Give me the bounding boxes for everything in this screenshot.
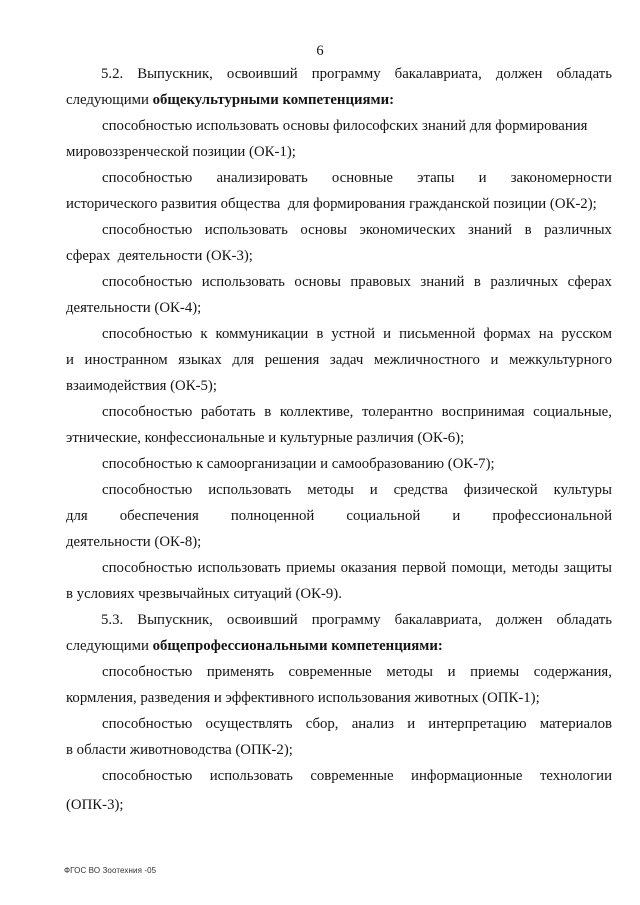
word: знаний <box>420 274 465 290</box>
word: способностью <box>102 404 193 420</box>
word: современные <box>310 768 394 784</box>
word: работать <box>200 404 256 420</box>
word: для <box>66 508 88 524</box>
word: программу <box>311 66 381 82</box>
general-cultural-competencies-term: общекультурными компетенциями: <box>152 92 395 108</box>
word: культуры <box>553 482 612 498</box>
opk1-line-1 <box>102 663 612 681</box>
page-number: 6 <box>316 43 324 59</box>
ok1-line-1: способностью использовать основы философских знаний для формирования <box>102 118 588 134</box>
word: профессиональной <box>492 508 612 524</box>
ok9-line-2: в условиях чрезвычайных ситуаций (ОК-9). <box>66 586 342 602</box>
word: межличностного <box>373 352 480 368</box>
word: методы <box>307 482 354 498</box>
word: решения <box>264 352 320 368</box>
word: материалов <box>539 716 612 732</box>
word: в <box>473 274 481 290</box>
word: использовать <box>209 768 293 784</box>
word: способностью <box>102 170 193 186</box>
ok2-line-2: исторического развития общества для формирования гражданской позиции (ОК-2); <box>66 196 597 212</box>
word: задач <box>329 352 364 368</box>
ok6-line-1 <box>102 403 612 421</box>
word: иностранном <box>84 352 168 368</box>
word: русском <box>561 326 612 342</box>
word: способностью <box>102 560 193 576</box>
ok5-line-3: взаимодействия (ОК-5); <box>66 378 217 394</box>
word: 5.2. <box>101 66 124 82</box>
word: методы <box>511 560 559 576</box>
opk2-line-1 <box>102 715 612 733</box>
word: и <box>407 716 416 732</box>
word: освоивший <box>226 66 298 82</box>
ok4-line-1 <box>102 273 612 291</box>
ok6-line-2: этнические, конфессиональные и культурные различия (ОК-6); <box>66 430 465 446</box>
word: анализ <box>351 716 395 732</box>
general-professional-competencies-term: общепрофессиональными компетенциями: <box>152 638 443 654</box>
ok9-line-1 <box>102 559 612 577</box>
word: правовых <box>350 274 411 290</box>
word: к <box>200 326 208 342</box>
section-5-2-lead <box>66 91 394 109</box>
word: толерантно <box>361 404 434 420</box>
word: бакалавриата, <box>394 612 482 628</box>
word: современные <box>288 664 372 680</box>
opk1-line-2: кормления, разведения и эффективного использования животных (ОПК-1); <box>66 690 540 706</box>
word: способностью <box>102 664 193 680</box>
word: программу <box>311 612 381 628</box>
word: и <box>452 508 461 524</box>
word: обладать <box>556 612 612 628</box>
word: коллективе, <box>279 404 354 420</box>
word: экономических <box>359 222 456 238</box>
word: социальные, <box>533 404 612 420</box>
ok5-line-2 <box>66 351 612 369</box>
word: основы <box>300 222 347 238</box>
word: использовать <box>208 482 292 498</box>
ok2-line-1 <box>102 169 612 187</box>
word: использовать <box>201 274 285 290</box>
word: осуществлять <box>205 716 293 732</box>
word: устной <box>331 326 376 342</box>
word: содержания, <box>533 664 612 680</box>
word: различных <box>490 274 559 290</box>
ok8-line-1 <box>102 481 612 499</box>
word: технологии <box>539 768 612 784</box>
word: для <box>232 352 255 368</box>
word: помощи, <box>451 560 507 576</box>
word: письменной <box>399 326 476 342</box>
word: интерпретацию <box>428 716 527 732</box>
document-footer: ФГОС ВО Зоотехния -05 <box>64 866 157 875</box>
word: закономерности <box>510 170 612 186</box>
word: способностью <box>102 716 193 732</box>
word: языках <box>178 352 222 368</box>
word: использовать <box>204 222 288 238</box>
word: и <box>447 664 456 680</box>
word: должен <box>495 612 543 628</box>
word: сбор, <box>305 716 339 732</box>
word: Выпускник, <box>137 66 213 82</box>
word: в <box>316 326 324 342</box>
ok1-line-2: мировоззренческой позиции (ОК-1); <box>66 144 296 160</box>
word: формах <box>483 326 531 342</box>
word: приемы <box>470 664 520 680</box>
opk2-line-2: в области животноводства (ОПК-2); <box>66 742 293 758</box>
word: средства <box>393 482 448 498</box>
word: в <box>264 404 272 420</box>
word: использовать <box>197 560 281 576</box>
word: освоивший <box>226 612 298 628</box>
ok7-line-1: способностью к самоорганизации и самообразованию (ОК-7); <box>102 456 495 472</box>
word: и <box>369 482 378 498</box>
word: и <box>490 352 499 368</box>
ok5-line-1 <box>102 325 612 343</box>
word: должен <box>495 66 543 82</box>
ok4-line-2: деятельности (ОК-4); <box>66 300 202 316</box>
ok3-line-2: сферах деятельности (ОК-3); <box>66 248 253 264</box>
word: информационные <box>411 768 523 784</box>
word: коммуникации <box>215 326 309 342</box>
lead-text: следующими <box>66 92 153 108</box>
word: обладать <box>556 66 612 82</box>
word: способностью <box>102 326 193 342</box>
word: анализировать <box>216 170 308 186</box>
section-5-3-intro <box>101 611 612 629</box>
word: основные <box>331 170 393 186</box>
word: и <box>66 352 74 368</box>
word: 5.3. <box>101 612 124 628</box>
word: на <box>538 326 554 342</box>
word: Выпускник, <box>137 612 213 628</box>
word: способностью <box>102 768 193 784</box>
word: сферах <box>567 274 612 290</box>
word: способностью <box>102 482 193 498</box>
ok8-line-3: деятельности (ОК-8); <box>66 534 202 550</box>
ok8-line-2 <box>66 507 612 525</box>
opk3-line-2: (ОПК-3); <box>66 797 124 813</box>
word: оказания <box>340 560 397 576</box>
word: основы <box>294 274 341 290</box>
word: способностью <box>102 222 193 238</box>
word: бакалавриата, <box>394 66 482 82</box>
word: методы <box>386 664 433 680</box>
word: первой <box>402 560 447 576</box>
ok3-line-1 <box>102 221 612 239</box>
opk3-line-1 <box>102 767 612 785</box>
word: применять <box>206 664 274 680</box>
section-5-2-intro <box>101 65 612 83</box>
word: межкультурного <box>509 352 612 368</box>
word: и <box>383 326 392 342</box>
word: различных <box>544 222 612 238</box>
word: и <box>478 170 487 186</box>
word: знаний <box>468 222 513 238</box>
word: способностью <box>102 274 193 290</box>
word: социальной <box>346 508 421 524</box>
word: полноценной <box>230 508 315 524</box>
lead-text: следующими <box>66 638 153 654</box>
word: приемы <box>286 560 336 576</box>
section-5-3-lead <box>66 637 443 655</box>
word: физической <box>463 482 538 498</box>
word: воспринимая <box>441 404 525 420</box>
word: защиты <box>563 560 612 576</box>
word: в <box>524 222 532 238</box>
word: обеспечения <box>119 508 199 524</box>
word: этапы <box>417 170 455 186</box>
